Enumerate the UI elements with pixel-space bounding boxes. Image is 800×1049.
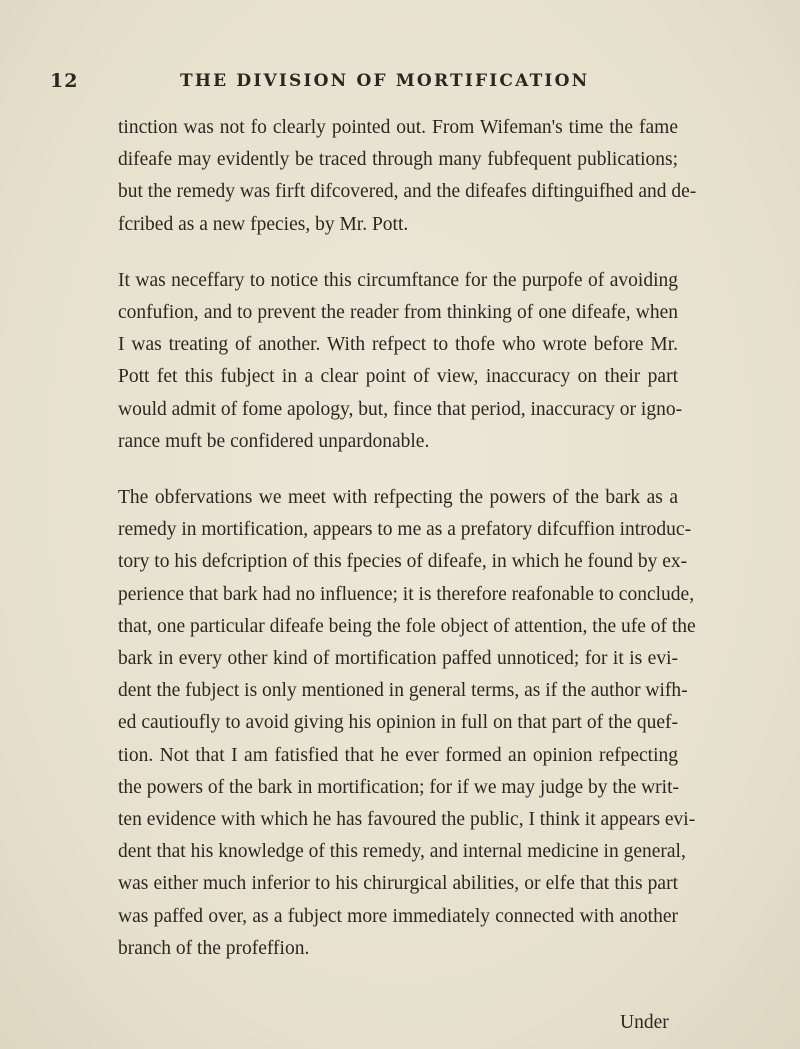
page-number: 12	[50, 70, 79, 92]
body-text	[118, 112, 697, 965]
text-line: bark in every other kind of mortification paffed unnoticed; for it is evi-	[118, 648, 678, 670]
text-line: dent that his knowledge of this remedy, and internal medicine in general,	[118, 841, 686, 863]
text-line: tinction was not fo clearly pointed out. From Wifeman's time the fame	[118, 117, 678, 138]
paragraph-3	[118, 482, 696, 965]
text-line: ten evidence with which he has favoured the public, I think it appears evi-	[118, 809, 696, 831]
text-line: dent the fubject is only mentioned in general terms, as if the author wifh-	[118, 680, 688, 702]
text-line: would admit of fome apology, but, fince that period, inaccuracy or igno-	[118, 398, 683, 420]
text-line: The obfervations we meet with refpecting the powers of the bark as a	[118, 487, 678, 509]
text-line: rance muft be confidered unpardonable.	[118, 430, 430, 452]
text-line: tion. Not that I am fatisfied that he ever formed an opinion refpecting	[118, 744, 678, 766]
text-line: tory to his defcription of this fpecies of difeafe, in which he found by ex-	[118, 551, 688, 573]
text-line: that, one particular difeafe being the fole object of attention, the ufe of the	[118, 615, 696, 637]
header-title: THE DIVISION OF MORTIFICATION	[180, 71, 590, 91]
text-line: confufion, and to prevent the reader from thinking of one difeafe, when	[118, 302, 678, 324]
text-line: ed cautioufly to avoid giving his opinion in full on that part of the quef-	[118, 712, 678, 734]
text-line: was paffed over, as a fubject more immediately connected with another	[118, 905, 678, 927]
catchword: Under	[620, 1012, 669, 1033]
text-line: branch of the profeffion.	[118, 937, 310, 959]
text-line: but the remedy was firft difcovered, and the difeafes diftinguifhed and de-	[118, 181, 697, 203]
running-head	[50, 70, 670, 100]
text-line: difeafe may evidently be traced through many fubfequent publications;	[118, 149, 678, 171]
text-line: I was treating of another. With refpect to thofe who wrote before Mr.	[118, 334, 678, 356]
text-line: perience that bark had no influence; it is therefore reafonable to conclude,	[118, 583, 695, 605]
text-line: fcribed as a new fpecies, by Mr. Pott.	[118, 213, 409, 235]
text-line: was either much inferior to his chirurgical abilities, or elfe that this part	[118, 873, 678, 895]
text-line: remedy in mortification, appears to me as a prefatory difcuffion introduc-	[118, 519, 692, 541]
paragraph-2	[118, 265, 683, 458]
paragraph-1	[118, 112, 697, 241]
text-line: Pott fet this fubject in a clear point of view, inaccuracy on their part	[118, 366, 678, 388]
text-line: It was neceffary to notice this circumftance for the purpofe of avoiding	[118, 269, 678, 291]
text-line: the powers of the bark in mortification; for if we may judge by the writ-	[118, 776, 680, 798]
